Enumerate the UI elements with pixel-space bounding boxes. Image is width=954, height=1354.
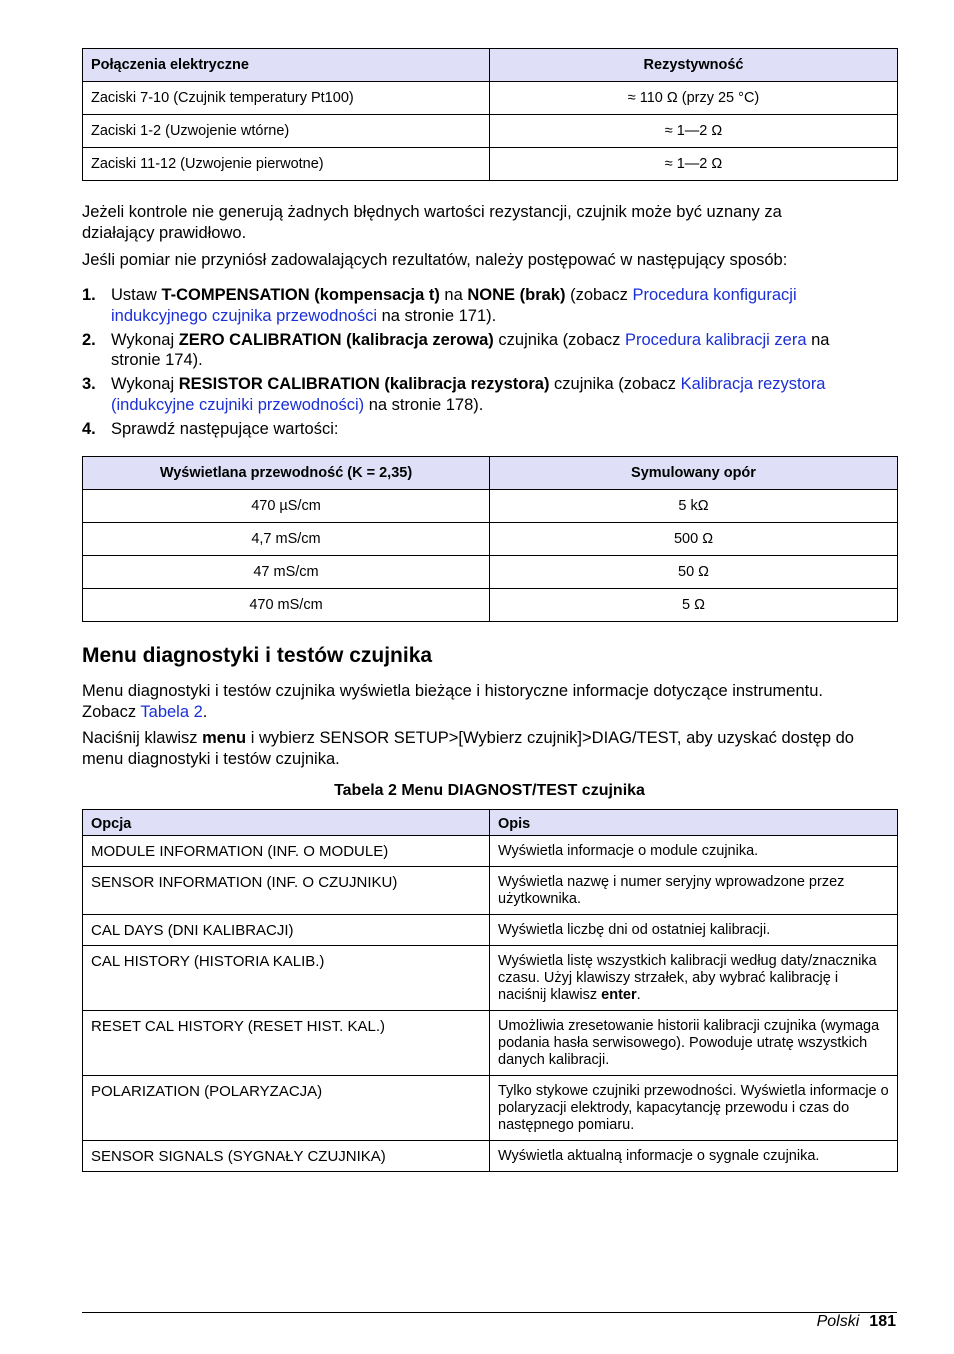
table-cell: 470 mS/cm bbox=[83, 589, 490, 622]
table-row bbox=[83, 836, 898, 867]
table-row bbox=[83, 523, 898, 556]
table-row bbox=[83, 915, 898, 946]
table-cell: SENSOR INFORMATION (INF. O CZUJNIKU) bbox=[83, 867, 490, 915]
footer-divider bbox=[82, 1312, 897, 1313]
paragraph-procedure-intro: Jeśli pomiar nie przyniósł zadowalających rezultatów, należy postępować w następujący sposób: bbox=[82, 251, 788, 269]
table-row bbox=[83, 490, 898, 523]
table-cell: CAL HISTORY (HISTORIA KALIB.) bbox=[83, 946, 490, 1011]
column-header: Symulowany opór bbox=[490, 457, 898, 490]
table-cell: POLARIZATION (POLARYZACJA) bbox=[83, 1076, 490, 1141]
table-row bbox=[83, 556, 898, 589]
table-cell: Tylko stykowe czujniki przewodności. Wyświetla informacje o polaryzacji elektrody, kapacytancję przewodu i czas do następnego pomiaru. bbox=[490, 1076, 898, 1141]
table-row bbox=[83, 1141, 898, 1172]
table-row bbox=[83, 115, 898, 148]
table-cell: SENSOR SIGNALS (SYGNAŁY CZUJNIKA) bbox=[83, 1141, 490, 1172]
list-item: 1. Ustaw T-COMPENSATION (kompensacja t) na NONE (brak) (zobacz Procedura konfiguracji indukcyjnego czujnika przewodności na stronie 171). bbox=[82, 286, 797, 325]
table-caption: Tabela 2 Menu DIAGNOST/TEST czujnika bbox=[334, 782, 645, 799]
column-header: Rezystywność bbox=[490, 49, 898, 82]
table-cell: Wyświetla nazwę i numer seryjny wprowadzone przez użytkownika. bbox=[490, 867, 898, 915]
table-cell: MODULE INFORMATION (INF. O MODULE) bbox=[83, 836, 490, 867]
footer-language: Polski bbox=[816, 1313, 860, 1330]
link-procedure-config[interactable]: Procedura konfiguracji indukcyjnego czujnika przewodności bbox=[111, 286, 797, 325]
table-cell: RESET CAL HISTORY (RESET HIST. KAL.) bbox=[83, 1011, 490, 1076]
table-row bbox=[83, 867, 898, 915]
table-header-row bbox=[83, 810, 898, 836]
column-header: Wyświetlana przewodność (K = 2,35) bbox=[83, 457, 490, 490]
table-cell: CAL DAYS (DNI KALIBRACJI) bbox=[83, 915, 490, 946]
table-cell: Zaciski 7-10 (Czujnik temperatury Pt100) bbox=[83, 82, 490, 115]
list-item: 4. Sprawdź następujące wartości: bbox=[82, 419, 339, 438]
paragraph-menu-description: Menu diagnostyki i testów czujnika wyświetla bieżące i historyczne informacje dotyczące instrumentu. Zobacz Tabela 2. bbox=[82, 682, 823, 721]
page-footer bbox=[817, 1312, 896, 1332]
page-number: 181 bbox=[869, 1313, 896, 1330]
table-row bbox=[83, 148, 898, 181]
table-cell: Umożliwia zresetowanie historii kalibracji czujnika (wymaga podania hasła serwisowego). Powoduje utratę wszystkich danych kalibracji. bbox=[490, 1011, 898, 1076]
paragraph-menu-access: Naciśnij klawisz menu i wybierz SENSOR SETUP>[Wybierz czujnik]>DIAG/TEST, aby uzyskać dostęp do menu diagnostyki i testów czujnika. bbox=[82, 729, 854, 768]
list-item: 3. Wykonaj RESISTOR CALIBRATION (kalibracja rezystora) czujnika (zobacz Kalibracja rezystora (indukcyjne czujniki przewodności) na stronie 178). bbox=[82, 375, 826, 414]
conductivity-table bbox=[82, 456, 898, 622]
table-cell: Wyświetla listę wszystkich kalibracji według daty/znacznika czasu. Użyj klawiszy strzałek, aby wybrać kalibrację i naciśnij klawisz enter. bbox=[490, 946, 898, 1011]
resistance-table bbox=[82, 48, 898, 181]
table-cell: 5 Ω bbox=[490, 589, 898, 622]
table-row bbox=[83, 589, 898, 622]
table-cell: Wyświetla aktualną informacje o sygnale czujnika. bbox=[490, 1141, 898, 1172]
table-header-row bbox=[83, 49, 898, 82]
link-table-2[interactable]: Tabela 2 bbox=[140, 702, 203, 721]
table-cell: Wyświetla liczbę dni od ostatniej kalibracji. bbox=[490, 915, 898, 946]
table-cell: 500 Ω bbox=[490, 523, 898, 556]
table-row bbox=[83, 946, 898, 1011]
table-cell: 470 µS/cm bbox=[83, 490, 490, 523]
table-cell: ≈ 110 Ω (przy 25 °C) bbox=[490, 82, 898, 115]
column-header: Opis bbox=[490, 810, 898, 836]
table-cell: ≈ 1—2 Ω bbox=[490, 115, 898, 148]
table-row bbox=[83, 1011, 898, 1076]
table-cell: 47 mS/cm bbox=[83, 556, 490, 589]
table-header-row bbox=[83, 457, 898, 490]
column-header: Połączenia elektryczne bbox=[83, 49, 490, 82]
table-cell: ≈ 1—2 Ω bbox=[490, 148, 898, 181]
paragraph-sensor-ok: Jeżeli kontrole nie generują żadnych błędnych wartości rezystancji, czujnik może być uznany za działający prawidłowo. bbox=[82, 203, 782, 242]
table-cell: Zaciski 11-12 (Uzwojenie pierwotne) bbox=[83, 148, 490, 181]
table-cell: 5 kΩ bbox=[490, 490, 898, 523]
column-header: Opcja bbox=[83, 810, 490, 836]
table-cell: 4,7 mS/cm bbox=[83, 523, 490, 556]
section-title: Menu diagnostyki i testów czujnika bbox=[82, 644, 433, 667]
link-zero-calibration[interactable]: Procedura kalibracji zera bbox=[624, 330, 807, 349]
procedure-steps bbox=[82, 285, 882, 443]
table-cell: Wyświetla informacje o module czujnika. bbox=[490, 836, 898, 867]
table-cell: 50 Ω bbox=[490, 556, 898, 589]
table-row bbox=[83, 82, 898, 115]
diag-test-menu-table bbox=[82, 809, 898, 1172]
list-item: 2. Wykonaj ZERO CALIBRATION (kalibracja zerowa) czujnika (zobacz Procedura kalibracji zera na stronie 174). bbox=[82, 330, 830, 369]
table-row bbox=[83, 1076, 898, 1141]
table-cell: Zaciski 1-2 (Uzwojenie wtórne) bbox=[83, 115, 490, 148]
link-resistor-calibration[interactable]: Kalibracja rezystora (indukcyjne czujniki przewodności) bbox=[111, 375, 826, 414]
